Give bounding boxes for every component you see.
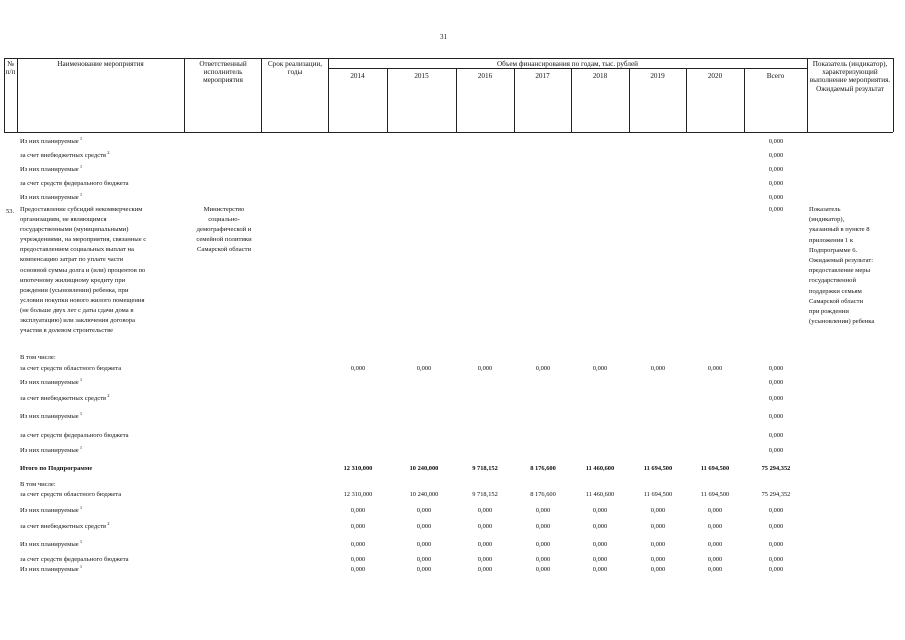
row-label	[20, 378, 82, 387]
row-label-text: Из них планируемые	[20, 138, 79, 145]
cell-value: 8 176,600	[530, 491, 556, 498]
row-label-text: за счет средств федерального бюджета	[20, 556, 129, 563]
total-row-label: Итого по Подпрограмме	[20, 465, 93, 472]
footnote-mark: 2	[106, 392, 110, 398]
item-name-line: учреждениями, на мероприятия, связанные с	[20, 236, 147, 244]
row-label-text: за счет внебюджетных средств	[20, 523, 107, 530]
header-no: № п/п	[5, 60, 16, 77]
cell-value: 0,000	[535, 541, 551, 548]
cell-total: 0,000	[768, 365, 784, 372]
row-label	[20, 412, 82, 421]
cell-value: 9 718,152	[472, 465, 498, 472]
cell-value: 0,000	[592, 541, 608, 548]
header-year: 2016	[477, 72, 493, 80]
cell-value: 11 694,500	[643, 465, 673, 472]
cell-value: 0,000	[350, 507, 366, 514]
cell-value: 11 694,500	[643, 491, 673, 498]
cell-value: 0,000	[650, 507, 666, 514]
item-number: 53.	[6, 208, 15, 215]
item-executor	[186, 205, 262, 255]
row-label	[20, 540, 82, 549]
header-year-total: Всего	[766, 72, 785, 80]
cell-value: 0,000	[350, 365, 366, 372]
header-year: 2017	[535, 72, 550, 80]
cell-value: 0,000	[416, 556, 432, 563]
row-label-text: за счет внебюджетных средств	[20, 152, 107, 159]
cell-value: 0,000	[707, 365, 723, 372]
cell-value: 0,000	[477, 566, 493, 573]
col-divider	[184, 58, 185, 132]
cell-total: 0,000	[768, 523, 784, 530]
cell-value: 0,000	[650, 365, 666, 372]
cell-total: 0,000	[768, 138, 784, 145]
footnote-mark: 1	[78, 410, 83, 416]
cell-value: 11 694,500	[700, 465, 730, 472]
cell-value: 0,000	[416, 523, 432, 530]
row-label-text: Из них планируемые	[20, 507, 79, 514]
row-label-text: Из них планируемые	[20, 413, 79, 420]
row-label-text: за счет внебюджетных средств	[20, 395, 107, 402]
header-top-border	[4, 58, 893, 59]
footnote-mark: 1	[78, 538, 83, 544]
cell-total: 0,000	[768, 180, 784, 187]
row-label	[20, 165, 82, 174]
item-name-line: основной суммы долга и (или) процентов по	[20, 266, 146, 274]
cell-total: 0,000	[768, 566, 784, 573]
cell-value: 0,000	[416, 541, 432, 548]
cell-value: 0,000	[350, 541, 366, 548]
cell-value: 0,000	[416, 507, 432, 514]
cell-total: 75 294,352	[761, 465, 791, 472]
header-term: Срок реализации, годы	[267, 60, 323, 77]
cell-value: 0,000	[535, 523, 551, 530]
cell-total: 0,000	[768, 194, 784, 201]
cell-total: 0,000	[768, 556, 784, 563]
cell-value: 11 460,600	[585, 491, 615, 498]
item-indicator-line: указанный в пункте 8	[809, 226, 870, 234]
cell-value: 12 310,000	[343, 465, 373, 472]
cell-total: 0,000	[768, 413, 784, 420]
item-indicator-line: поддержки семьям	[809, 287, 862, 295]
item-name-line: предоставлением социальных выплат на	[20, 246, 134, 254]
cell-value: 0,000	[707, 566, 723, 573]
cell-value: 0,000	[650, 556, 666, 563]
row-label-text: Из них планируемые	[20, 447, 79, 454]
header-year: 2014	[350, 72, 365, 80]
header-year: 2018	[592, 72, 608, 80]
row-label	[20, 565, 82, 574]
footnote-mark: 1	[78, 135, 83, 141]
row-label-text: Из них планируемые	[20, 566, 79, 573]
row-label	[20, 555, 129, 564]
item-name-line: Предоставление субсидий некоммерческим	[20, 206, 143, 213]
footnote-mark: 1	[78, 376, 83, 382]
col-divider	[328, 58, 329, 132]
cell-value: 10 240,000	[409, 491, 439, 498]
footnote-mark: 1	[78, 504, 83, 510]
cell-value: 0,000	[592, 566, 608, 573]
row-label-text: В том числе:	[20, 354, 56, 361]
row-label-text: за счет средств федерального бюджета	[20, 432, 129, 439]
cell-value: 0,000	[707, 556, 723, 563]
item-name-line: (не больше двух лет с даты сдачи дома в	[20, 306, 134, 314]
row-label-text: Из них планируемые	[20, 541, 79, 548]
row-label	[20, 431, 129, 440]
cell-value: 0,000	[707, 507, 723, 514]
cell-total: 75 294,352	[761, 491, 791, 498]
cell-value: 0,000	[650, 523, 666, 530]
header-bottom-border	[4, 132, 893, 133]
item-indicator-line: предоставление меры	[809, 267, 870, 275]
col-divider	[17, 58, 18, 132]
cell-value: 0,000	[592, 556, 608, 563]
cell-value: 0,000	[350, 523, 366, 530]
item-name-line: государственными (муниципальными)	[20, 226, 129, 234]
header-year: 2015	[414, 72, 429, 80]
cell-value: 0,000	[650, 566, 666, 573]
cell-value: 0,000	[592, 523, 608, 530]
row-label	[20, 137, 82, 146]
item-name-line: ипотечному жилищному кредиту при	[20, 276, 126, 284]
item-indicator-line: (индикатор),	[809, 216, 845, 224]
item-name-line: организациям, не являющимся	[20, 216, 107, 224]
item-indicator-line: при рождении	[809, 308, 849, 316]
cell-value: 0,000	[707, 523, 723, 530]
col-divider	[893, 58, 894, 132]
footnote-mark: 1	[78, 163, 83, 169]
footnote-mark: 2	[106, 149, 110, 155]
cell-total: 0,000	[768, 507, 784, 514]
footnote-mark: 1	[78, 191, 83, 197]
row-label-text: за счет средств федерального бюджета	[20, 180, 129, 187]
cell-value: 0,000	[477, 507, 493, 514]
cell-value: 0,000	[535, 556, 551, 563]
item-executor-line: Самарской области	[197, 246, 251, 254]
footnote-mark: 2	[106, 520, 110, 526]
row-label-text: за счет средств областного бюджета	[20, 491, 122, 498]
item-indicator-line: приложения 1 к	[809, 236, 854, 244]
item-name-line: эксплуатацию) или заключения договора	[20, 317, 136, 325]
cell-value: 11 460,600	[585, 465, 615, 472]
cell-value: 11 694,500	[700, 491, 730, 498]
row-label-text: В том числе:	[20, 481, 56, 488]
cell-value: 0,000	[477, 556, 493, 563]
row-label-text: за счет средств областного бюджета	[20, 365, 122, 372]
item-name-line: участия в долевом строительстве	[20, 327, 114, 335]
item-executor-line: Министерство	[203, 206, 245, 213]
header-year: 2019	[650, 72, 665, 80]
cell-value: 0,000	[350, 566, 366, 573]
cell-value: 0,000	[477, 365, 493, 372]
item-indicator-line: Показатель	[809, 206, 841, 213]
row-label	[20, 522, 110, 531]
row-label	[20, 353, 56, 362]
item-total: 0,000	[768, 206, 784, 213]
item-indicator-line: государственной	[809, 277, 856, 285]
row-label	[20, 394, 110, 403]
footnote-mark: 1	[78, 563, 83, 569]
item-name-line: условии покупки нового жилого помещения	[20, 296, 145, 304]
cell-total: 0,000	[768, 395, 784, 402]
cell-value: 0,000	[350, 556, 366, 563]
page-number: 31	[440, 33, 447, 41]
row-label	[20, 364, 121, 373]
row-label	[20, 506, 82, 515]
cell-value: 0,000	[535, 365, 551, 372]
cell-value: 0,000	[535, 507, 551, 514]
cell-total: 0,000	[768, 432, 784, 439]
cell-value: 0,000	[416, 566, 432, 573]
item-name	[20, 205, 146, 336]
header-finance: Объем финансирования по годам, тыс. рублей	[496, 60, 639, 68]
row-label-text: Из них планируемые	[20, 194, 79, 201]
cell-value: 0,000	[477, 523, 493, 530]
header-name: Наименование мероприятия	[57, 60, 144, 68]
item-indicator-line: Подпрограмме 6.	[809, 246, 858, 254]
cell-total: 0,000	[768, 166, 784, 173]
item-indicator-line: Ожидаемый результат:	[809, 257, 874, 265]
cell-value: 0,000	[592, 507, 608, 514]
item-executor-line: семейной политики	[196, 236, 252, 244]
row-label	[20, 151, 110, 160]
item-indicator-line: Самарской области	[809, 297, 863, 305]
cell-value: 0,000	[535, 566, 551, 573]
cell-value: 8 176,600	[530, 465, 556, 472]
cell-total: 0,000	[768, 541, 784, 548]
header-indicator: Показатель (индикатор), характеризующий выполнение мероприятия. Ожидаемый результат	[809, 60, 891, 93]
row-label-text: Из них планируемые	[20, 379, 79, 386]
item-executor-line: демографической и	[196, 226, 252, 234]
row-label-text: Из них планируемые	[20, 166, 79, 173]
cell-value: 10 240,000	[409, 465, 439, 472]
row-label	[20, 179, 129, 188]
item-indicator	[809, 205, 874, 327]
cell-value: 0,000	[650, 541, 666, 548]
cell-value: 0,000	[477, 541, 493, 548]
row-label	[20, 490, 121, 499]
cell-total: 0,000	[768, 379, 784, 386]
header-year: 2020	[707, 72, 723, 80]
header-executor: Ответственный исполнитель мероприятия	[199, 60, 247, 85]
cell-value: 0,000	[707, 541, 723, 548]
row-label	[20, 446, 82, 455]
item-executor-line: социально-	[208, 216, 240, 224]
cell-value: 0,000	[416, 365, 432, 372]
cell-total: 0,000	[768, 152, 784, 159]
row-label	[20, 480, 56, 489]
item-name-line: рождении (усыновлении) ребенка, при	[20, 286, 129, 294]
item-indicator-line: (усыновлении) ребенка	[809, 318, 875, 326]
cell-total: 0,000	[768, 447, 784, 454]
row-label	[20, 193, 82, 202]
cell-value: 9 718,152	[472, 491, 498, 498]
footnote-mark: 1	[78, 444, 83, 450]
item-name-line: компенсацию затрат по уплате части	[20, 256, 124, 264]
col-divider	[807, 58, 808, 132]
cell-value: 12 310,000	[343, 491, 373, 498]
cell-value: 0,000	[592, 365, 608, 372]
